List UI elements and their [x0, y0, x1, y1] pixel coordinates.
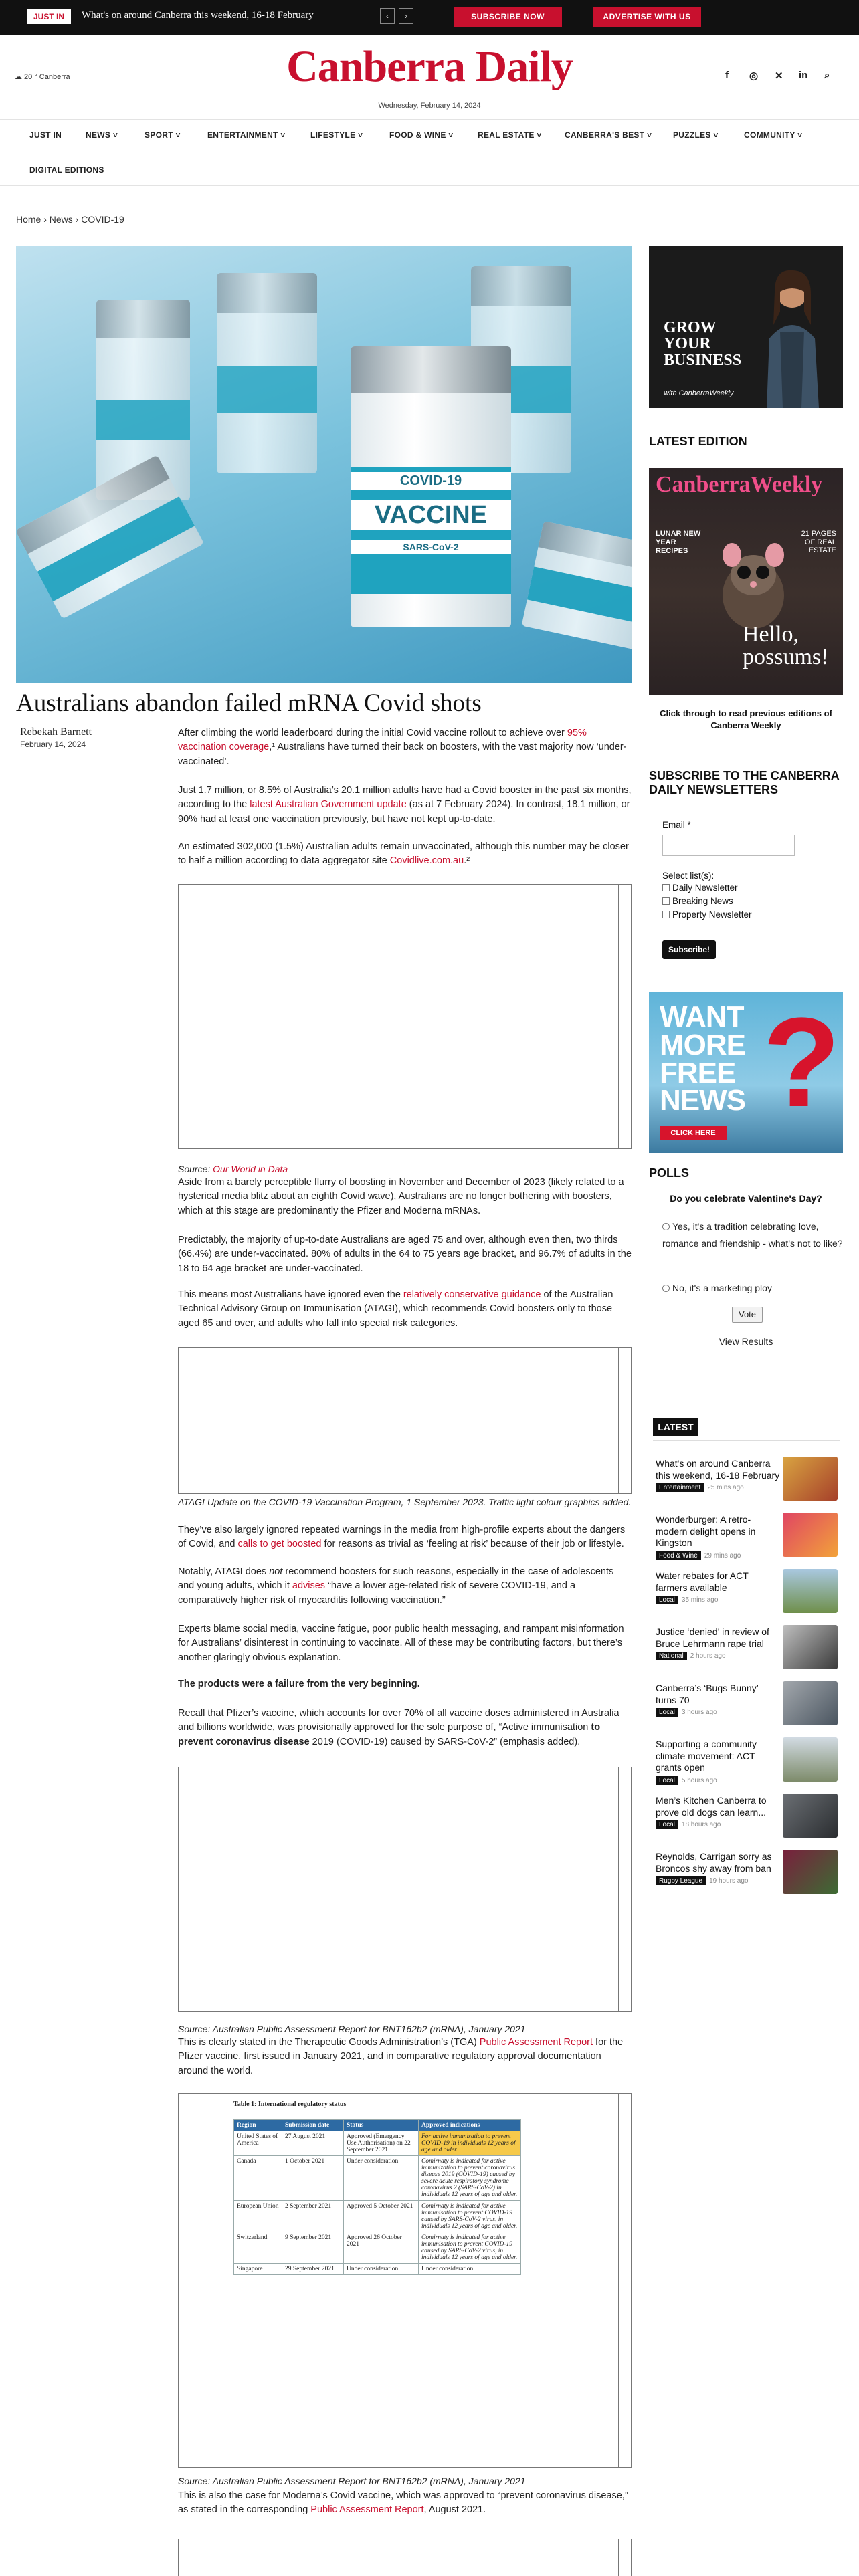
article-paragraph: Just 1.7 million, or 8.5% of Australia’s 20.1 million adults have had a Covid booster in the past six months, according to the latest Australian Government update (as at 7 February 2024). In contrast, 18.1 million, or 90% had at least one vaccination previously, but have not kept up-to-date.: [178, 785, 632, 825]
column-header: Submission date: [282, 2120, 344, 2131]
x-twitter-icon[interactable]: ✕: [775, 70, 783, 82]
figure-caption: ATAGI Update on the COVID-19 Vaccination Program, 1 September 2023. Traffic light colour graphics added.: [178, 1497, 632, 1507]
article-paragraph: Aside from a barely perceptible flurry of boosting in November and December of 2023 (likely related to a hysterical media blitz about an eighth Covid wave), Australians are no longer bothering with boosters, which at this stage are predominantly the Pfizer and Moderna mRNAs.: [178, 1177, 624, 1216]
latest-news-item[interactable]: What's on around Canberra this weekend, 16-18 February Entertainment 25 mins ago: [656, 1458, 780, 1491]
nav-community[interactable]: COMMUNITY ˅: [744, 130, 803, 140]
covidlive-link[interactable]: Covidlive.com.au: [389, 855, 464, 867]
possum-illustration: [713, 528, 793, 629]
table-cell: Singapore: [234, 2264, 282, 2275]
cover-masthead: CanberraWeekly: [656, 472, 823, 497]
person-illustration: [755, 265, 830, 408]
calls-to-get-boosted-link[interactable]: calls to get boosted: [237, 1539, 322, 1550]
table-cell: 9 September 2021: [282, 2232, 344, 2264]
table-cell: Approved 26 October 2021: [344, 2232, 419, 2264]
table-cell: Under consideration: [344, 2264, 419, 2275]
subscribe-button[interactable]: Subscribe!: [662, 940, 716, 959]
radio-button[interactable]: [662, 1223, 670, 1230]
moderna-report-link[interactable]: Public Assessment Report: [310, 2504, 424, 2516]
ad-headline: WANT MORE FREE NEWS: [660, 1000, 745, 1117]
latest-news-item[interactable]: Water rebates for ACT farmers available Local 35 mins ago: [656, 1570, 749, 1604]
daily-newsletter-checkbox[interactable]: Daily Newsletter: [662, 883, 738, 893]
figure-caption: Source: Australian Public Assessment Report for BNT162b2 (mRNA), January 2021: [178, 2024, 526, 2034]
poll-option-no[interactable]: No, it's a marketing ploy: [662, 1280, 843, 1297]
vaccination-coverage-link[interactable]: 95% vaccination coverage: [178, 728, 587, 753]
nav-sport[interactable]: SPORT ˅: [145, 130, 181, 140]
facebook-icon[interactable]: f: [725, 70, 729, 81]
article-paragraph: An estimated 302,000 (1.5%) Australian adults remain unvaccinated, although this number may be closer to half a million according to data aggregator site Covidlive.com.au.²: [178, 841, 629, 867]
latest-news-item[interactable]: Supporting a community climate movement: ACT grants open Local 5 hours ago: [656, 1739, 757, 1784]
just-in-badge: JUST IN: [27, 9, 71, 24]
column-header: Status: [344, 2120, 419, 2131]
ad-headline: GROW YOUR BUSINESS: [664, 319, 742, 369]
news-thumbnail[interactable]: [783, 1513, 838, 1557]
site-logo[interactable]: Canberra Daily: [286, 42, 573, 91]
figure-caption: Source: Australian Public Assessment Report for BNT162b2 (mRNA), January 2021: [178, 2476, 526, 2486]
vial-label-sars: SARS-CoV-2: [351, 540, 511, 554]
article-author[interactable]: Rebekah Barnett: [20, 726, 92, 738]
radio-button[interactable]: [662, 1285, 670, 1292]
cover-headline: Hello, possums!: [743, 622, 829, 669]
article-paragraph: Predictably, the majority of up-to-date Australians are aged 75 and over, although even then, two thirds (66.4%) are under-vaccinated. 80% of adults in the 64 to 75 years age bracket, and 96.7% of adults in the 18 to 64 age bracket are under-vaccinated.: [178, 1235, 632, 1274]
top-bar: [0, 0, 859, 35]
vaccine-vial-main: [351, 346, 511, 627]
main-nav: [0, 119, 859, 186]
email-label: Email *: [662, 820, 691, 830]
column-header: Approved indications: [419, 2120, 521, 2131]
news-thumbnail[interactable]: [783, 1681, 838, 1725]
category-tag[interactable]: Food & Wine: [656, 1551, 701, 1560]
nav-food-wine[interactable]: FOOD & WINE ˅: [389, 130, 454, 140]
category-tag[interactable]: Entertainment: [656, 1483, 704, 1492]
table-cell: Comirnaty is indicated for active immunization to prevent coronavirus disease 2019 (COVID-19) caused by severe acute respiratory syndrome coronavirus 2 (SARS-CoV-2) in individuals 12 years of age and older.: [419, 2156, 521, 2201]
category-tag[interactable]: National: [656, 1652, 687, 1660]
category-tag[interactable]: Local: [656, 1596, 678, 1604]
table-cell: 2 September 2021: [282, 2201, 344, 2232]
news-thumbnail[interactable]: [783, 1569, 838, 1613]
poll-question: Do you celebrate Valentine's Day?: [670, 1193, 822, 1204]
table-cell: Approved 5 October 2021: [344, 2201, 419, 2232]
article-paragraph: This means most Australians have ignored even the relatively conservative guidance of the Australian Technical Advisory Group on Immunisation (ATAGI), which recommends Covid boosters only to those aged 65 and over, and adults who fall into special risk categories.: [178, 1289, 613, 1329]
table-row: [234, 2232, 521, 2264]
article-paragraph: Notably, ATAGI does not recommend boosters for such reasons, especially in the case of adolescents and young adults, which it advises “have a lower age-related risk of severe COVID-19, and a comparatively higher risk of myocarditis following vaccination.”: [178, 1566, 614, 1606]
latest-edition-heading: LATEST EDITION: [649, 435, 747, 448]
question-mark-graphic: ?: [763, 992, 841, 1134]
latest-news-item[interactable]: Wonderburger: A retro-modern delight opens in Kingston Food & Wine 29 mins ago: [656, 1514, 756, 1560]
table-cell: 1 October 2021: [282, 2156, 344, 2201]
article-title: Australians abandon failed mRNA Covid shots: [16, 689, 482, 717]
previous-editions-link[interactable]: Click through to read previous editions of Canberra Weekly: [660, 708, 832, 730]
article-paragraph: Recall that Pfizer’s vaccine, which accounts for over 70% of all vaccine doses administered in Australia and billions worldwide, was provisionally approved for the sole purpose of, “Active immunisation to prevent coronavirus disease 2019 (COVID-19) caused by SARS-CoV-2” (emphasis added).: [178, 1708, 619, 1747]
nav-lifestyle[interactable]: LIFESTYLE ˅: [310, 130, 363, 140]
polls-heading: POLLS: [649, 1166, 690, 1180]
category-tag[interactable]: Local: [656, 1708, 678, 1717]
masthead-date: Wednesday, February 14, 2024: [378, 102, 481, 110]
nav-puzzles[interactable]: PUZZLES ˅: [673, 130, 719, 140]
linkedin-icon[interactable]: in: [799, 70, 808, 81]
nav-digital-editions[interactable]: DIGITAL EDITIONS: [29, 165, 104, 175]
divider: [653, 1440, 840, 1441]
latest-news-item[interactable]: Justice ‘denied’ in review of Bruce Lehrmann rape trial National 2 hours ago: [656, 1626, 769, 1660]
table-cell: United States of America: [234, 2131, 282, 2156]
table-cell: Comirnaty is indicated for active immunisation to prevent COVID-19 caused by SARS-CoV-2 virus, in individuals 12 years of age and older.: [419, 2232, 521, 2264]
newsletter-heading: SUBSCRIBE TO THE CANBERRA DAILY NEWSLETTERS: [649, 769, 840, 796]
article-paragraph: They’ve also largely ignored repeated warnings in the media from high-profile experts about the dangers of Covid, and calls to get boosted for reasons as trivial as ‘feeling at risk’ because of their job or lifestyle.: [178, 1525, 626, 1550]
regulatory-status-table: [233, 2119, 521, 2275]
vial-illustration: [522, 521, 632, 653]
article-paragraph: After climbing the world leaderboard during the initial Covid vaccine rollout to achieve over 95% vaccination coverage,¹ Australians have turned their back on boosters, with the vast majority now ‘under-vaccinated’.: [178, 728, 627, 767]
search-icon[interactable]: ⌕: [824, 70, 830, 81]
nav-just-in[interactable]: JUST IN: [29, 130, 62, 140]
poll-option-yes[interactable]: Yes, it's a tradition celebrating love, romance and friendship - what's not to like?: [662, 1221, 843, 1249]
breaking-news-checkbox[interactable]: Breaking News: [662, 896, 733, 906]
table-cell: Switzerland: [234, 2232, 282, 2264]
latest-news-item[interactable]: Reynolds, Carrigan sorry as Broncos shy away from ban Rugby League 19 hours ago: [656, 1851, 772, 1885]
weather-widget: ☁ 20 ° Canberra: [15, 73, 70, 81]
atagi-advises-link[interactable]: advises: [292, 1580, 326, 1592]
table-row: [234, 2201, 521, 2232]
government-update-link[interactable]: latest Australian Government update: [250, 799, 407, 811]
hero-image: [16, 246, 632, 683]
embedded-image-frame: [178, 2539, 632, 2576]
embedded-chart-frame: [178, 884, 632, 1149]
article-date: February 14, 2024: [20, 740, 86, 749]
embedded-image-frame: [178, 1767, 632, 2012]
table-cell: Comirnaty is indicated for active immunisation to prevent COVID-19 caused by SARS-CoV-2 virus, in individuals 12 years of age and older.: [419, 2201, 521, 2232]
news-thumbnail[interactable]: [783, 1737, 838, 1782]
article-paragraph: Experts blame social media, vaccine fatigue, poor public health messaging, and rampant misinformation for Australians’ disinterest in continuing to vaccinate. All of these may be contributing factors, but there’s another glaringly obvious explanation.: [178, 1624, 624, 1663]
article-paragraph: The products were a failure from the very beginning.: [178, 1679, 420, 1689]
news-thumbnail[interactable]: [783, 1625, 838, 1669]
table-row: [234, 2131, 521, 2156]
tga-report-link[interactable]: Public Assessment Report: [479, 2037, 593, 2048]
our-world-in-data-link[interactable]: Our World in Data: [213, 1164, 288, 1174]
regulatory-table-title: Table 1: International regulatory status: [233, 2101, 347, 2108]
click-here-button[interactable]: CLICK HERE: [660, 1126, 727, 1140]
view-results-link[interactable]: View Results: [719, 1336, 773, 1347]
table-header-row: [234, 2120, 521, 2131]
table-cell: Under consideration: [419, 2264, 521, 2275]
advertise-button[interactable]: ADVERTISE WITH US: [593, 7, 701, 27]
embedded-image-frame: [178, 1347, 632, 1494]
ad-subline: with CanberraWeekly: [664, 389, 734, 397]
article-paragraph: This is also the case for Moderna’s Covid vaccine, which was approved to “prevent coronavirus disease,” as stated in the corresponding Public Assessment Report, August 2021.: [178, 2490, 628, 2516]
lists-label: Select list(s):: [662, 871, 714, 881]
email-field[interactable]: [662, 835, 795, 856]
table-cell: For active immunisation to prevent COVID-19 in individuals 12 years of age and older.: [419, 2131, 521, 2156]
ticker-prev-button[interactable]: ‹: [380, 8, 395, 24]
table-cell: Approved (Emergency Use Authorisation) on 22 September 2021: [344, 2131, 419, 2156]
category-tag[interactable]: Local: [656, 1820, 678, 1829]
atagi-guidance-link[interactable]: relatively conservative guidance: [403, 1289, 541, 1300]
magazine-cover[interactable]: [649, 468, 843, 695]
property-newsletter-checkbox[interactable]: Property Newsletter: [662, 909, 752, 920]
checkbox-box[interactable]: [662, 911, 670, 918]
column-header: Region: [234, 2120, 282, 2131]
figure-caption: Source: Our World in Data: [178, 1164, 288, 1174]
cover-pages: 21 PAGES OF REAL ESTATE: [801, 530, 836, 555]
news-thumbnail[interactable]: [783, 1457, 838, 1501]
breadcrumb[interactable]: Home › News › COVID-19: [16, 214, 124, 225]
regulatory-table-frame: [178, 2093, 632, 2468]
grow-business-ad[interactable]: [649, 246, 843, 408]
news-thumbnail[interactable]: [783, 1794, 838, 1838]
table-cell: 29 September 2021: [282, 2264, 344, 2275]
subscribe-now-button[interactable]: SUBSCRIBE NOW: [454, 7, 562, 27]
table-cell: Under consideration: [344, 2156, 419, 2201]
table-row: [234, 2156, 521, 2201]
nav-canberras-best[interactable]: CANBERRA'S BEST ˅: [565, 130, 652, 140]
nav-real-estate[interactable]: REAL ESTATE ˅: [478, 130, 542, 140]
instagram-icon[interactable]: ◎: [749, 70, 759, 82]
latest-heading: LATEST: [653, 1418, 698, 1436]
category-tag[interactable]: Rugby League: [656, 1876, 706, 1885]
news-thumbnail[interactable]: [783, 1850, 838, 1894]
nav-entertainment[interactable]: ENTERTAINMENT ˅: [207, 130, 286, 140]
table-row: [234, 2264, 521, 2275]
article-paragraph: This is clearly stated in the Therapeutic Goods Administration’s (TGA) Public Assessment Report for the Pfizer vaccine, first issued in January 2021, and in comparative regulatory approval documentation around the world.: [178, 2037, 624, 2076]
vial-illustration: [217, 273, 317, 473]
ticker-headline[interactable]: What's on around Canberra this weekend, 16-18 February: [82, 10, 314, 21]
checkbox-box[interactable]: [662, 897, 670, 905]
category-tag[interactable]: Local: [656, 1776, 678, 1785]
ticker-next-button[interactable]: ›: [399, 8, 413, 24]
vial-label-covid: COVID-19: [351, 472, 511, 490]
cover-feature: LUNAR NEW YEAR RECIPES: [656, 530, 701, 556]
vial-label-vaccine: VACCINE: [351, 500, 511, 530]
free-news-ad[interactable]: [649, 992, 843, 1153]
checkbox-box[interactable]: [662, 884, 670, 891]
table-cell: 27 August 2021: [282, 2131, 344, 2156]
latest-news-item[interactable]: Men’s Kitchen Canberra to prove old dogs can learn... Local 18 hours ago: [656, 1795, 767, 1828]
table-cell: European Union: [234, 2201, 282, 2232]
latest-news-item[interactable]: Canberra’s ‘Bugs Bunny’ turns 70 Local 3 hours ago: [656, 1683, 759, 1716]
table-cell: Canada: [234, 2156, 282, 2201]
nav-news[interactable]: NEWS ˅: [86, 130, 118, 140]
vote-button[interactable]: Vote: [732, 1307, 763, 1323]
